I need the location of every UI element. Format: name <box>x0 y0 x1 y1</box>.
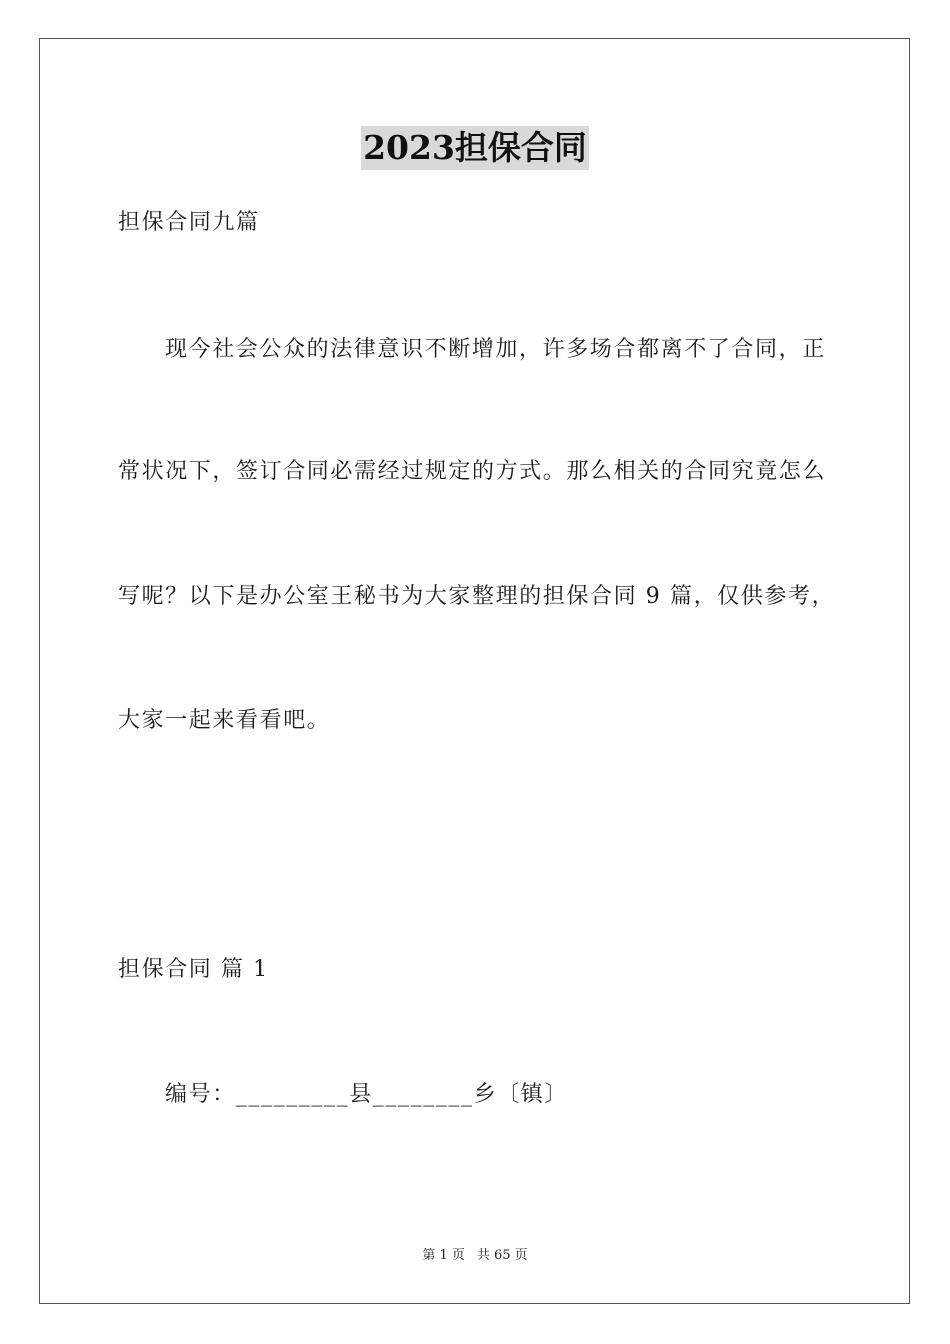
page-number-total: 共 65 页 <box>476 1248 528 1263</box>
document-title: 2023担保合同 <box>361 126 589 170</box>
intro-line-4: 大家一起来看看吧。 <box>118 708 331 733</box>
document-subtitle: 担保合同九篇 <box>118 210 260 235</box>
document-title-wrapper <box>0 126 950 170</box>
intro-line-2: 常状况下，签订合同必需经过规定的方式。那么相关的合同究竟怎么 <box>118 459 827 484</box>
number-line: 编号：_________县________乡〔镇〕 <box>165 1082 569 1107</box>
page-footer <box>0 1246 950 1266</box>
intro-line-1: 现今社会公众的法律意识不断增加，许多场合都离不了合同，正 <box>165 337 826 362</box>
page-number-current: 第 1 页 <box>422 1248 465 1263</box>
intro-line-3: 写呢？以下是办公室王秘书为大家整理的担保合同 9 篇，仅供参考， <box>118 584 836 609</box>
section-heading: 担保合同 篇 1 <box>118 957 269 982</box>
